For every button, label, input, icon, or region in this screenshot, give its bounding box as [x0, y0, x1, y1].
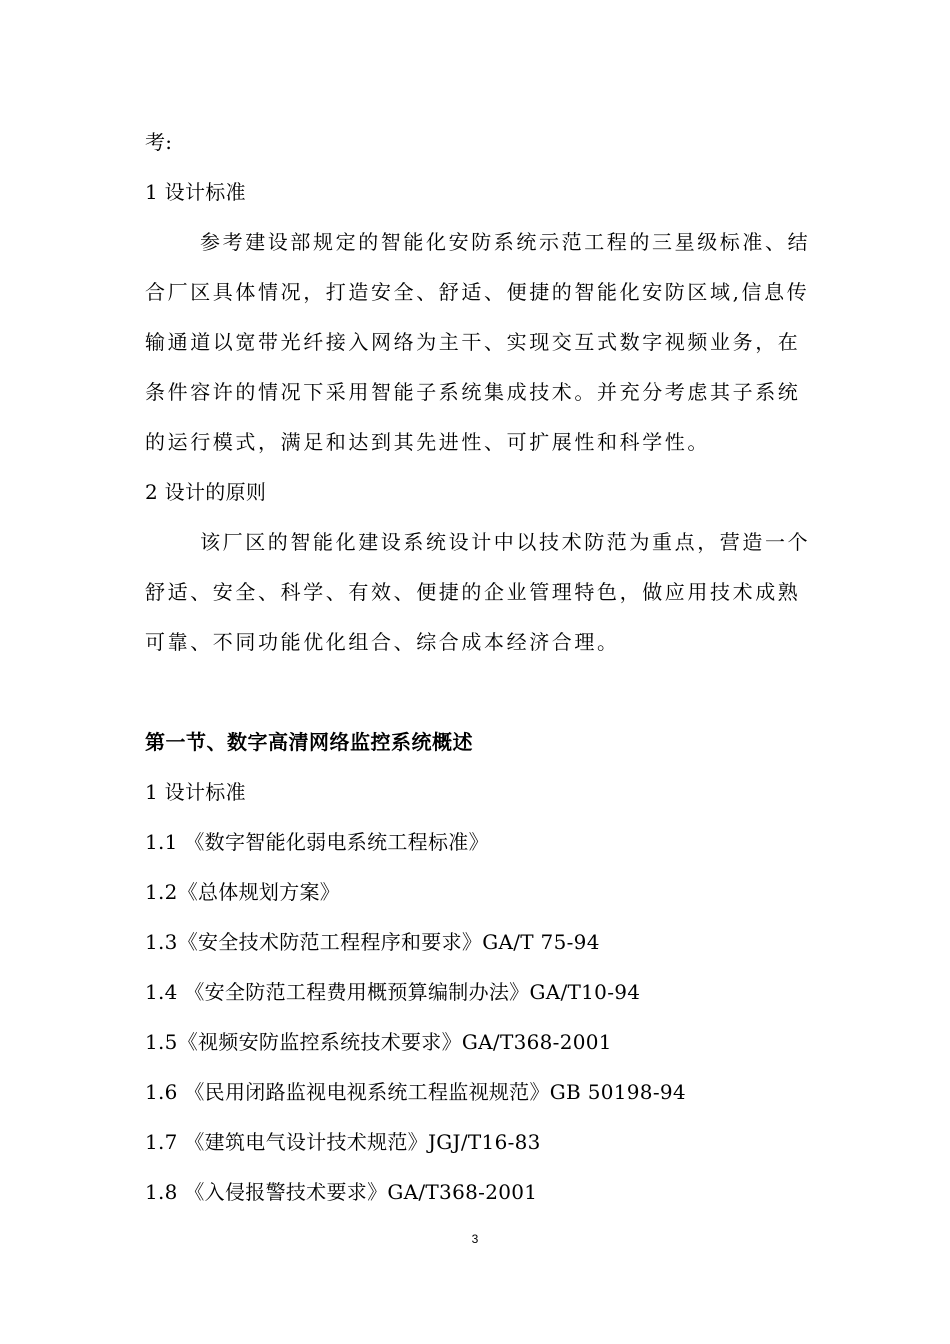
- paragraph-line: 条件容许的情况下采用智能子系统集成技术。并充分考虑其子系统: [145, 380, 801, 404]
- paragraph-line: 可靠、不同功能优化组合、综合成本经济合理。: [145, 630, 620, 654]
- paragraph-line: 该厂区的智能化建设系统设计中以技术防范为重点，营造一个: [200, 530, 811, 554]
- standard-item: 1.7 《建筑电气设计技术规范》JGJ/T16-83: [145, 1130, 541, 1154]
- standard-item: 1.3《安全技术防范工程程序和要求》GA/T 75-94: [145, 930, 600, 954]
- standard-item: 1.8 《入侵报警技术要求》GA/T368-2001: [145, 1180, 538, 1204]
- design-standard-heading: 1 设计标准: [145, 780, 246, 804]
- paragraph-line: 输通道以宽带光纤接入网络为主干、实现交互式数字视频业务，在: [145, 330, 801, 354]
- standard-item: 1.2《总体规划方案》: [145, 880, 341, 904]
- section-title: 第一节、数字高清网络监控系统概述: [145, 730, 473, 754]
- paragraph-line: 的运行模式，满足和达到其先进性、可扩展性和科学性。: [145, 430, 710, 454]
- standard-item: 1.6 《民用闭路监视电视系统工程监视规范》GB 50198-94: [145, 1080, 686, 1104]
- page-number: 3: [471, 1232, 479, 1246]
- paragraph-line: 参考建设部规定的智能化安防系统示范工程的三星级标准、结: [200, 230, 811, 254]
- standard-item: 1.1 《数字智能化弱电系统工程标准》: [145, 830, 489, 854]
- design-standard-heading: 1 设计标准: [145, 180, 246, 204]
- lead-text: 考:: [145, 130, 173, 154]
- standard-item: 1.5《视频安防监控系统技术要求》GA/T368-2001: [145, 1030, 612, 1054]
- standard-item: 1.4 《安全防范工程费用概预算编制办法》GA/T10-94: [145, 980, 641, 1004]
- paragraph-line: 合厂区具体情况，打造安全、舒适、便捷的智能化安防区域,信息传: [145, 280, 810, 304]
- design-principle-heading: 2 设计的原则: [145, 480, 267, 504]
- paragraph-line: 舒适、安全、科学、有效、便捷的企业管理特色，做应用技术成熟: [145, 580, 801, 604]
